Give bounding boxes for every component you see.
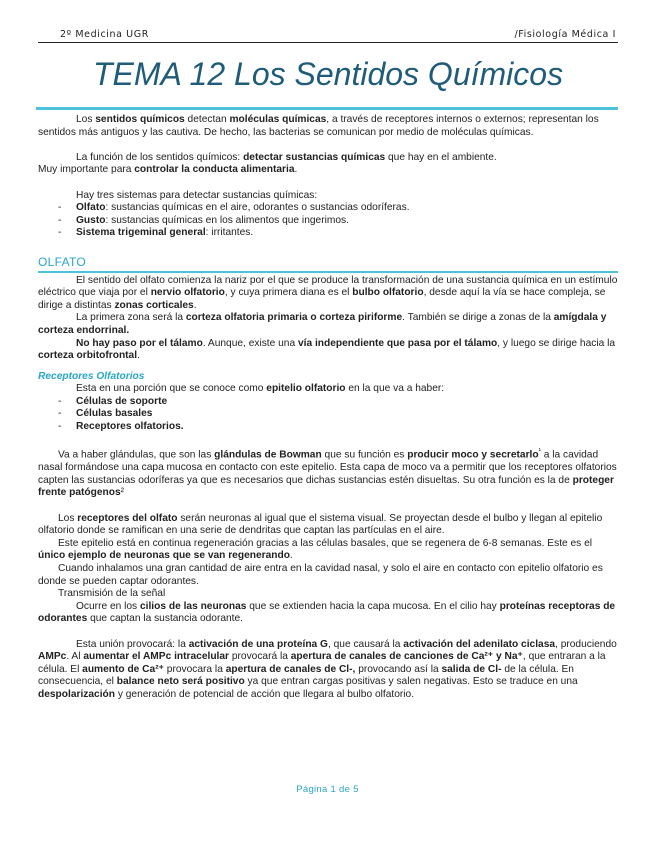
- header-course: 2º Medicina UGR: [60, 29, 149, 40]
- list-item: - Gusto: sustancias químicas en los alimentos que ingerimos.: [38, 215, 618, 228]
- section-divider: [38, 271, 618, 273]
- header-divider: [38, 42, 618, 43]
- intro-paragraph-4: Hay tres sistemas para detectar sustancias químicas:: [76, 189, 318, 201]
- list-item: - Sistema trigeminal general: irritantes.: [38, 227, 618, 240]
- olfato-paragraph-2: La primera zona será la corteza olfatoria primaria o corteza piriforme. También se dirige a zonas de la amígdala y corteza endorrinal.: [38, 312, 607, 336]
- receptores-paragraph-2: Va a haber glándulas, que son las glándulas de Bowman que su función es producir moco y secretarlo$^{^1}$ a la cavidad nasal formándose una capa mucosa en contacto con este epitelio. Esta capa de moco va a permitir que los receptores olfatorios capten las sustancias odoríferas ya que es necesarios que dichas sustancias estén disueltas. Su otra función es la de proteger frente patógenos²: [38, 448, 617, 499]
- receptores-paragraph-1: Esta en una porción que se conoce como epitelio olfatorio en la que va a haber:: [76, 383, 445, 395]
- intro-paragraph-3: Muy importante para controlar la conducta alimentaria.: [38, 164, 298, 176]
- page-title: TEMA 12 Los Sentidos Químicos: [92, 56, 564, 92]
- header-subject: /Fisiología Médica I: [514, 29, 616, 40]
- list-item: - Receptores olfatorios.: [38, 421, 618, 434]
- olfato-paragraph-1: El sentido del olfato comienza la nariz por el que se produce la transformación de una sustancia química en un estímulo eléctrico que viaja por el nervio olfatorio, y cuya primera diana es el bulbo olfatorio, desde aquí la vía se hace compleja, se dirige a distintas zonas corticales.: [38, 274, 618, 311]
- epitelio-cells-list: [38, 396, 618, 434]
- chemical-senses-list: [38, 202, 618, 240]
- signal-transmission-label: Transmisión de la señal: [58, 588, 166, 600]
- olfato-paragraph-3: No hay paso por el tálamo. Aunque, existe una vía independiente que pasa por el tálamo, y luego se dirige hacia la corteza orbitofrontal.: [38, 337, 616, 362]
- list-item: - Células de soporte: [38, 396, 618, 409]
- receptores-paragraph-3: Los receptores del olfato serán neuronas al igual que el sistema visual. Se proyectan desde el bulbo y llegan al epitelio olfatorio donde se ramifican en una serie de dendritas que captan las partículas en el aire.: [38, 512, 603, 537]
- receptores-paragraph-8: Esta unión provocará: la activación de una proteína G, que causará la activación del adenilato ciclasa, produciendo AMPc. Al aumentar el AMPc intracelular provocará la apertura de canales de canciones de Ca²⁺ y Na⁺, que entraran a la célula. El aumento de Ca²⁺ provocara la apertura de canales de Cl-, provocando así la salida de Cl- de la célula. En consecuencia, el balance neto será positivo ya que entran cargas positivas y salen negativas. Esto se traduce en una despolarización y generación de potencial de acción que llegara al bulbo olfatorio.: [38, 638, 617, 700]
- list-item: - Olfato: sustancias químicas en el aire, odorantes o sustancias odoríferas.: [38, 202, 618, 215]
- document-body: [38, 114, 618, 702]
- list-item: - Células basales: [38, 408, 618, 421]
- receptores-paragraph-4: Este epitelio está en continua regeneración gracias a las células basales, que se regenera de 6-8 semanas. Este es el único ejemplo de neuronas que se van regenerando.: [38, 537, 593, 562]
- intro-paragraph-2: La función de los sentidos químicos: detectar sustancias químicas que hay en el ambiente.: [76, 151, 497, 163]
- page-number: Página 1 de 5: [296, 784, 359, 795]
- subsection-heading-receptores: Receptores Olfatorios: [38, 370, 145, 382]
- intro-paragraph-1: Los sentidos químicos detectan moléculas químicas, a través de receptores internos o externos; representan los sentidos más antiguos y las cautiva. De hecho, las bacterias se comunican por medio de moléculas químicas.: [38, 114, 599, 138]
- section-heading-olfato: OLFATO: [38, 254, 87, 269]
- receptores-paragraph-7: Ocurre en los cilios de las neuronas que se extienden hacia la capa mucosa. En el cilio hay proteínas receptoras de odorantes que captan la sustancia odorante.: [38, 600, 616, 625]
- receptores-paragraph-5: Cuando inhalamos una gran cantidad de aire entra en la cavidad nasal, y solo el aire en contacto con epitelio olfatorio es donde se pueden captar odorantes.: [38, 562, 603, 587]
- title-divider: [36, 107, 618, 110]
